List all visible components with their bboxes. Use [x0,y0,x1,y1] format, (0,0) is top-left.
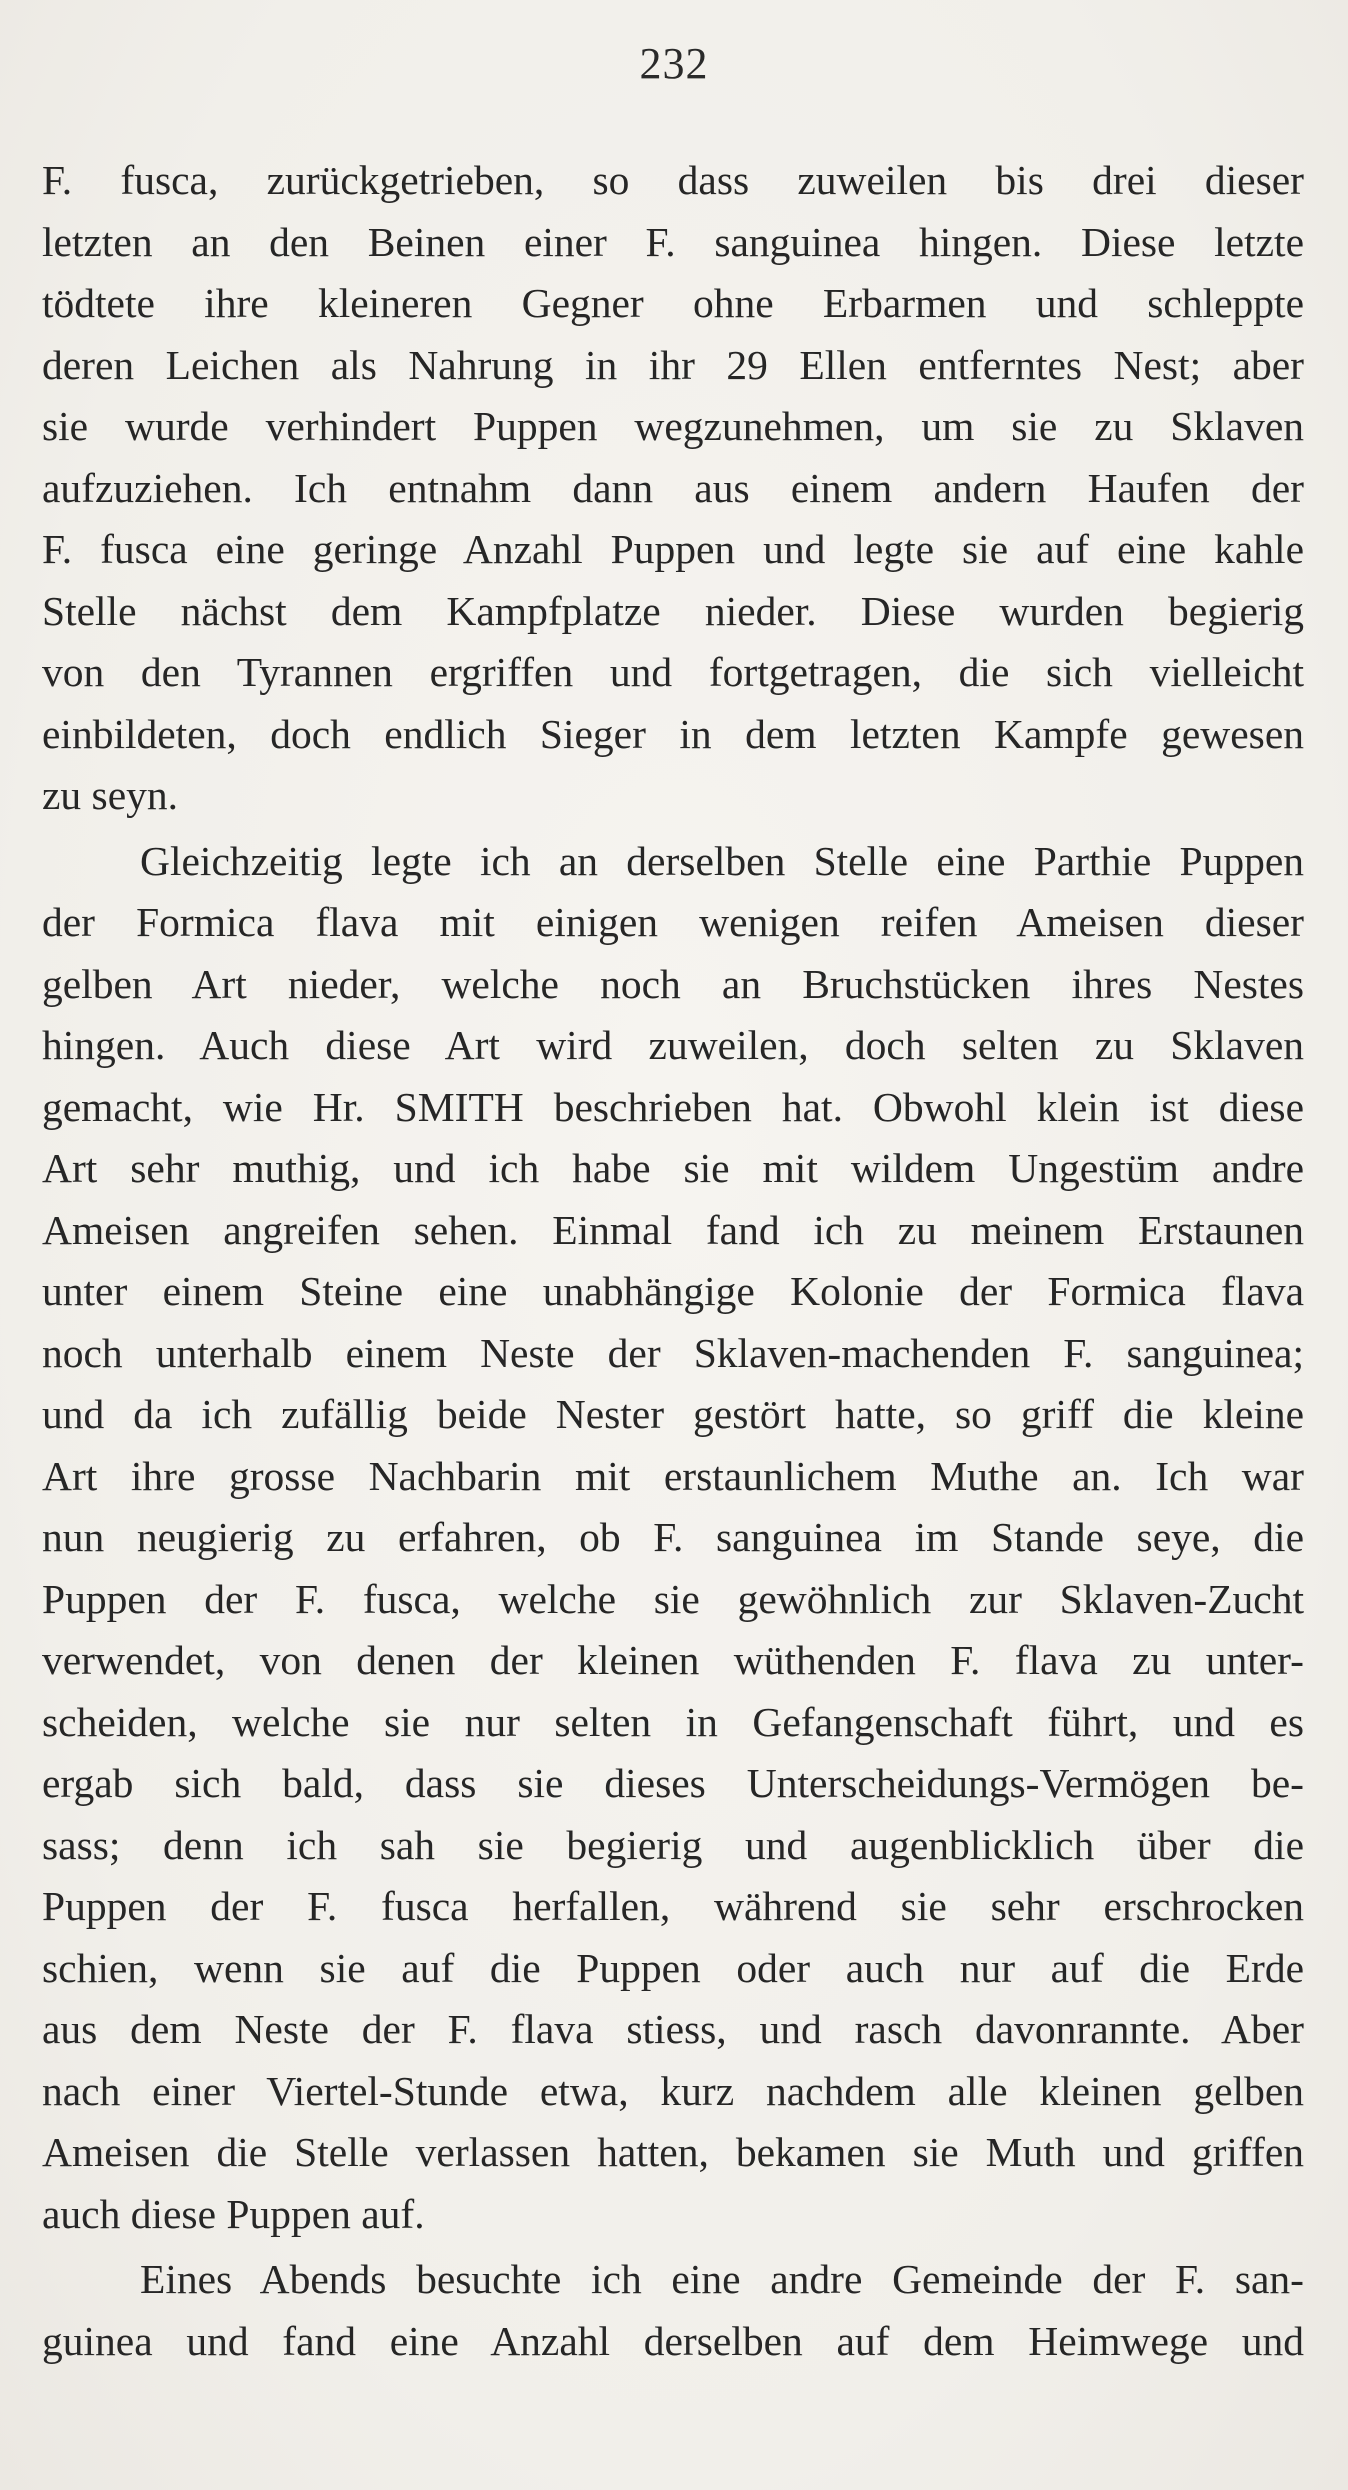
text-line: sie wurde verhindert Puppen wegzunehmen, um sie zu Sklaven [42,403,1304,449]
text-line: Gleichzeitig legte ich an derselben Stelle eine Parthie Puppen [140,837,1304,884]
text-line: guinea und fand eine Anzahl derselben auf dem Heimwege und [42,2317,1304,2364]
paragraph [42,831,1304,2246]
text-line: tödtete ihre kleineren Gegner ohne Erbarmen und schleppte [42,280,1304,326]
text-line: scheiden, welche sie nur selten in Gefangenschaft führt, und es [42,1698,1304,1745]
text-line: Ameisen angreifen sehen. Einmal fand ich zu meinem Erstaunen [42,1206,1304,1253]
text-line: gelben Art nieder, welche noch an Bruchstücken ihres Nestes [42,960,1304,1007]
text-line: Stelle nächst dem Kampfplatze nieder. Diese wurden begierig [42,587,1304,634]
text-line: aus dem Neste der F. flava stiess, und rasch davonrannte. Aber [42,2006,1304,2052]
text-line: auch diese Puppen auf. [42,2190,425,2237]
text-line: Eines Abends besuchte ich eine andre Gemeinde der F. san- [140,2256,1304,2302]
page-number: 232 [639,39,709,88]
text-line: hingen. Auch diese Art wird zuweilen, doch selten zu Sklaven [42,1022,1304,1068]
text-line: nach einer Viertel-Stunde etwa, kurz nachdem alle kleinen gelben [42,2067,1304,2114]
text-line: schien, wenn sie auf die Puppen oder auch nur auf die Erde [42,1944,1304,1991]
text-line: von den Tyrannen ergriffen und fortgetragen, die sich vielleicht [42,649,1304,695]
text-line: verwendet, von denen der kleinen wüthenden F. flava zu unter- [42,1637,1304,1683]
text-line: aufzuziehen. Ich entnahm dann aus einem andern Haufen der [42,464,1304,511]
text-line: Puppen der F. fusca herfallen, während sie sehr erschrocken [42,1883,1304,1929]
text-line: Art ihre grosse Nachbarin mit erstaunlichem Muthe an. Ich war [42,1452,1304,1499]
text-line: Puppen der F. fusca, welche sie gewöhnlich zur Sklaven-Zucht [42,1575,1304,1622]
text-line: einbildeten, doch endlich Sieger in dem letzten Kampfe gewesen [42,710,1304,757]
text-line: sass; denn ich sah sie begierig und augenblicklich über die [42,1821,1304,1868]
text-line: noch unterhalb einem Neste der Sklaven-machenden F. sanguinea; [42,1329,1304,1376]
paragraph [42,2249,1304,2372]
text-line: F. fusca eine geringe Anzahl Puppen und legte sie auf eine kahle [42,526,1304,572]
text-line: deren Leichen als Nahrung in ihr 29 Ellen entferntes Nest; aber [42,341,1304,388]
text-line: Art sehr muthig, und ich habe sie mit wildem Ungestüm andre [42,1145,1304,1191]
text-line: der Formica flava mit einigen wenigen reifen Ameisen dieser [42,899,1304,945]
text-line: Ameisen die Stelle verlassen hatten, bekamen sie Muth und griffen [42,2129,1304,2175]
text-line: und da ich zufällig beide Nester gestört hatte, so griff die kleine [42,1391,1304,1437]
text-line: nun neugierig zu erfahren, ob F. sanguinea im Stande seye, die [42,1514,1304,1560]
text-line: gemacht, wie Hr. SMITH beschrieben hat. Obwohl klein ist diese [42,1083,1304,1130]
body-text [42,150,1304,2372]
text-line: letzten an den Beinen einer F. sanguinea hingen. Diese letzte [42,218,1304,265]
text-line: F. fusca, zurückgetrieben, so dass zuweilen bis drei dieser [42,157,1304,203]
text-line: ergab sich bald, dass sie dieses Unterscheidungs-Vermögen be- [42,1760,1304,1806]
text-line: unter einem Steine eine unabhängige Kolonie der Formica flava [42,1268,1304,1314]
paragraph [42,150,1304,827]
text-line: zu seyn. [42,772,178,818]
